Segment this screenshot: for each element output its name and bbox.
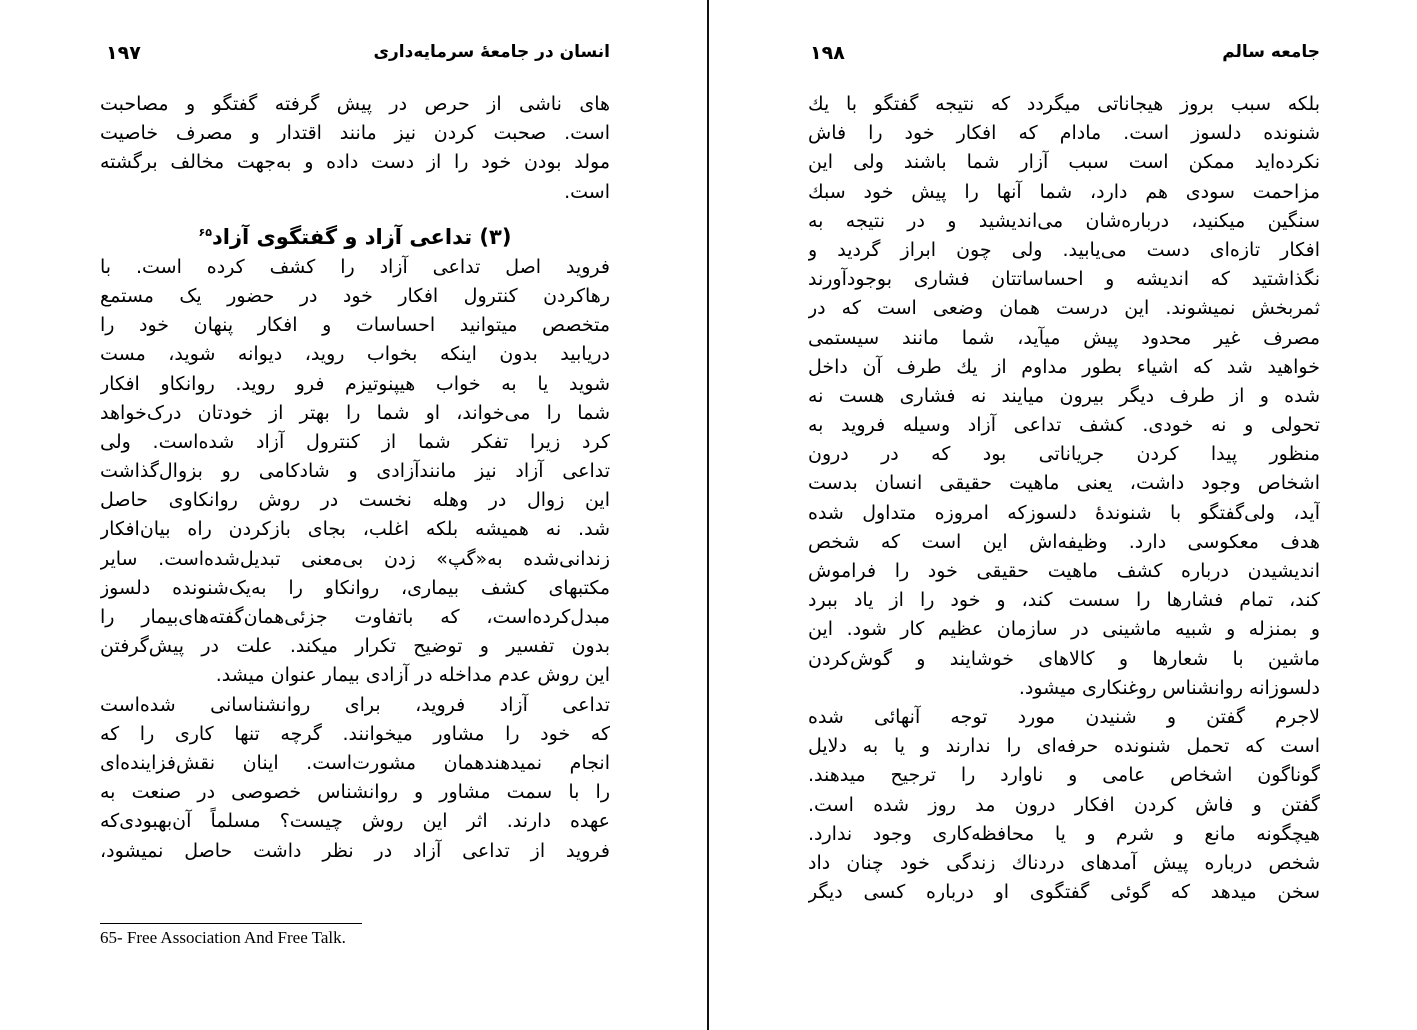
text-line: فروید اصل تداعی آزاد را کشف کرده است. با [100, 255, 610, 278]
text-line: نکرده‌اید ممکن است سبب آزار شما باشند ولی این [808, 151, 1320, 174]
left-page-header [100, 40, 610, 70]
text-line: شوید یا به خواب هیپنوتیزم فرو روید. روانکاو افکار [100, 372, 610, 395]
text-line: تداعی آزاد نیز مانندآزادی و شادکامی رو بزوال‌گذاشت [100, 460, 610, 483]
text-line: و بمنزله و شبیه ماشینی در سازمان عظیم کار شود. این [808, 618, 1320, 641]
text-line: است که تحمل شنونده حرفه‌ای را ندارند و یا به دلایل [808, 735, 1320, 758]
text-line: مزاحمت سودی هم دارد، شما آنها را پیش خود سبك [808, 180, 1320, 203]
text-line: افکار تازه‌ای دست می‌یابید. ولی چون ابراز گردید و [808, 238, 1320, 261]
text-line: دلسوزانه روانشناس روغنکاری میشود. [1018, 676, 1320, 699]
text-line: هیچگونه مانع و شرم و یا محافظه‌کاری وجود ندارد. [808, 822, 1320, 845]
text-line: تحولی و نه خودی. کشف تداعی آزاد وسیله فروید به [808, 414, 1320, 437]
right-page-number: ۱۹۸ [810, 42, 845, 64]
footnote: 65- Free Association And Free Talk. [100, 928, 346, 947]
text-line: سنگین میکنید، درباره‌شان می‌اندیشید و در نتیجه به [808, 209, 1320, 232]
text-line: ماشین با شعارها و کالاهای خوشایند و گوش‌کردن [808, 647, 1320, 670]
text-line: مصرف غیر محدود پیش میآید، شما مانند سیستمی [808, 326, 1320, 349]
text-line: آید، ولی‌گفتگو با شنوندهٔ دلسوزکه امروزه متداول شده [808, 501, 1320, 524]
right-running-title: جامعه سالم [1222, 42, 1320, 62]
text-line: اندیشیدن درباره کشف ماهیت حقیقی خود را فراموش [808, 560, 1320, 582]
text-line: را با سمت مشاور و روانشناس خصوصی در صنعت به [100, 781, 610, 804]
text-line: است. [564, 180, 610, 203]
text-line: گفتن و فاش کردن افکار درون مد روز شده است. [808, 793, 1320, 816]
text-line: نگذاشتید که اندیشه و احساساتتان فشاری بوجودآورند [808, 268, 1320, 291]
text-line: زندانی‌شده به«گپ» زدن بی‌معنی تبدیل‌شده‌است. سایر [100, 547, 610, 570]
text-line: خواهید شد که اشیاء بطور مداوم از یك طرف آن داخل [808, 355, 1320, 378]
text-line: شخص درباره پیش آمدهای دردناك زندگی خود چنان داد [808, 851, 1320, 874]
text-line: عهده دارند. اثر این روش چیست؟ مسلماً آن‌بهبودی‌که [100, 810, 610, 833]
text-line: منظور پیدا کردن جریاناتی بود که در درون [808, 443, 1320, 466]
text-line: این روش عدم مداخله در آزادی بیمار عنوان میشد. [215, 664, 610, 687]
text-line: های ناشی از حرص در پیش گرفته گفتگو و مصاحبت [100, 93, 610, 115]
right-page-header [808, 40, 1320, 70]
text-line: که خود را مشاور میخوانند. گرچه تنها کاری را که [100, 722, 610, 745]
text-line: لاجرم گفتن و شنیدن مورد توجه آنهائی شده [808, 705, 1320, 728]
text-line: کرد زیرا تفکر شما از کنترول آزاد شده‌است. ولی [100, 430, 610, 453]
text-line: شده و از طرف دیگر بیرون میایند نه فشاری هست نه [808, 384, 1320, 407]
text-line: مولد بودن خود را از دست داده و به‌جهت مخالف برگشته [100, 151, 610, 174]
text-line: انجام نمیدهندهمان مشورت‌است. اینان نقش‌فزاینده‌ای [100, 751, 610, 774]
text-line: این زوال در وهله نخست در روش روانکاوی حاصل [100, 489, 610, 512]
page-gutter-divider [707, 0, 709, 1030]
text-line: هدف معکوسی دارد. وظیفه‌اش این است که شخص [808, 530, 1320, 553]
text-line: تداعی آزاد فروید، برای روانشناسانی شده‌است [100, 693, 610, 716]
text-line: است. صحبت کردن نیز مانند اقتدار و مصرف خاصیت [100, 122, 610, 145]
text-line: سخن میدهد که گوئی گفتگوی او درباره کسی دیگر [808, 881, 1320, 904]
text-line: گوناگون اشخاص عامی و ناوارد را ترجیح میدهند. [808, 764, 1320, 787]
text-line: کند، تمام فشارها را سست کند، و خود را از یاد ببرد [808, 589, 1320, 612]
right-page-body [808, 90, 1320, 907]
text-line: متخصص میتوانید احساسات و افکار پنهان خود را [100, 314, 610, 337]
text-line: بدون تفسیر و توضیح تکرار میکند. علت در پیش‌گرفتن [100, 635, 610, 658]
left-page-number: ۱۹۷ [106, 42, 141, 64]
text-line: مکتبهای کشف بیماری، روانکاو را به‌یک‌شنونده دلسوز [100, 576, 610, 599]
text-line: شما را می‌خواند، او شما را بهتر از خودتان درک‌خواهد [100, 401, 610, 424]
text-line: دریابید بدون اینکه بخواب روید، دیوانه شوید، مست [100, 343, 610, 366]
text-line: بلکه سبب بروز هیجاناتی میگردد که نتیجه گفتگو با یك [808, 93, 1320, 115]
footnote-marker: ۶۵ [198, 225, 212, 239]
left-running-title: انسان در جامعهٔ سرمایه‌داری [373, 42, 610, 62]
text-line: شنونده دلسوز است. مادام که افکار خود را فاش [808, 122, 1320, 145]
text-line: اشخاص وجود داشت، یعنی ماهیت حقیقی انسان بدست [808, 472, 1320, 495]
text-line: فروید از تداعی آزاد در نظر داشت حاصل نمیشود، [100, 839, 610, 862]
section-heading-text: (۳) تداعی آزاد و گفتگوی آزاد [211, 224, 512, 249]
footnote-rule [100, 923, 362, 924]
section-heading [100, 213, 610, 253]
text-line: ثمربخش نمیشوند. این درست همان وضعی است که در [808, 297, 1320, 320]
left-page-body [100, 90, 610, 866]
text-line: مبدل‌کرده‌است، که باتفاوت جزئی‌همان‌گفته‌های‌بیمار را [100, 606, 610, 628]
text-line: شد. نه همیشه بلکه اغلب، بجای بازکردن راه بیان‌افکار [100, 518, 610, 541]
right-page [808, 40, 1320, 1000]
text-line: رهاکردن کنترول افکار خود در حضور یک مستمع [100, 284, 610, 307]
left-page [100, 40, 610, 1000]
